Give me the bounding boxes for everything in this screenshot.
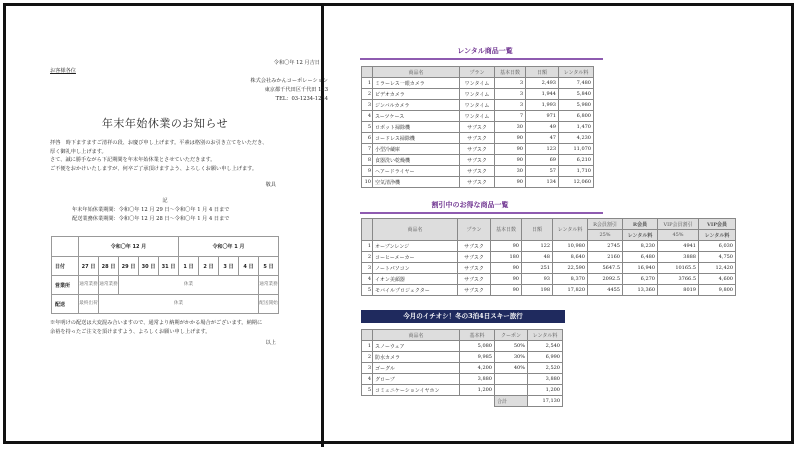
r-discount-header: R会員割引	[588, 219, 623, 230]
table-row: 1 オーブンレンジ サブスク 90 122 10,980 2745 8,230 4941 6,030	[362, 241, 736, 252]
r-fee-header: R会員	[623, 219, 658, 230]
col-header: クーポン	[495, 330, 528, 341]
notice-sender	[200, 78, 328, 105]
notice-recipient: お客様各位	[50, 68, 76, 74]
rental-list-title: レンタル商品一覧	[457, 46, 513, 55]
table-row: 8 食器洗い乾燥機 サブスク 90 69 6,210	[362, 155, 594, 166]
col-header: レンタル料	[528, 330, 563, 341]
notice-title: 年末年始休業のお知らせ	[101, 117, 229, 130]
discount-list-title: 割引中のお得な商品一覧	[431, 200, 509, 209]
office-label: 営業所	[52, 276, 79, 295]
col-header: 日額	[526, 67, 559, 78]
day-cell: 2 日	[199, 257, 219, 276]
r-discount-rate: 25%	[588, 230, 623, 241]
day-cell: 27 日	[79, 257, 99, 276]
table-row: 4 グローブ 3,880 3,880	[362, 374, 563, 385]
note-line: ※年明けの配送は大変混み合いますので、通常より納期がかかる場合がございます。納期に	[50, 320, 263, 326]
table-row: 9 ヘアードライヤー サブスク 30 57 1,710	[362, 166, 594, 177]
col-header: 商品名	[373, 219, 458, 241]
ski-trip-banner: 今月のイチオシ！冬の3泊4日スキー旅行	[361, 310, 565, 323]
date-label: 日付	[52, 257, 79, 276]
day-cell: 5 日	[259, 257, 279, 276]
col-header: 基本料	[460, 330, 495, 341]
col-header: プラン	[458, 219, 491, 241]
day-cell: 4 日	[239, 257, 259, 276]
day-cell: 1 日	[179, 257, 199, 276]
table-row: 1 ミラーレス一眼カメラ ワンタイム 3 2,493 7,480	[362, 78, 594, 89]
holiday-calendar-table	[51, 236, 279, 314]
table-row: 4 スーツケース ワンタイム 7 971 6,800	[362, 111, 594, 122]
holiday-periods	[72, 207, 230, 225]
total-row	[362, 396, 563, 407]
table-row: 3 ノートパソコン サブスク 90 251 22,590 5647.5 16,940 10165.5 12,420	[362, 263, 736, 274]
sender-address: 東京都千代田区千代田 123	[264, 87, 328, 93]
col-header: 基本日数	[495, 67, 526, 78]
sender-company: 株式会社みかんコーポレーション	[250, 78, 328, 84]
month-january: 令和〇年 1 月	[179, 237, 279, 257]
table-row: 2 ビデオカメラ ワンタイム 3 1,944 5,840	[362, 89, 594, 100]
r-fee-header-sub: レンタル料	[623, 230, 658, 241]
table-row: 5 モバイルプロジェクター サブスク 90 198 17,820 4455 13,360 8019 9,800	[362, 285, 736, 296]
body-line: 厚く御礼申し上げます。	[50, 148, 107, 155]
table-row: 3 ジンバルカメラ ワンタイム 3 1,993 5,980	[362, 100, 594, 111]
col-header: レンタル料	[553, 219, 588, 241]
office-status: 通常業務	[79, 276, 99, 295]
office-status-closed: 休業	[119, 276, 259, 295]
table-row: 6 コードレス掃除機 サブスク 90 47 4,230	[362, 133, 594, 144]
day-cell: 3 日	[219, 257, 239, 276]
notice-date: 令和〇年 12 月吉日	[273, 60, 320, 66]
day-cell: 30 日	[139, 257, 159, 276]
office-status: 通常業務	[99, 276, 119, 295]
day-cell: 28 日	[99, 257, 119, 276]
discount-list-table	[361, 218, 736, 296]
title-underline	[360, 58, 603, 60]
ki-heading: 記	[162, 198, 168, 204]
vip-fee-header: VIP会員	[699, 219, 736, 230]
ski-trip-table	[361, 329, 563, 407]
page-divider	[321, 3, 324, 447]
vip-fee-header-sub: レンタル料	[699, 230, 736, 241]
delivery-status-closed: 休業	[99, 295, 259, 314]
table-row: 3 ゴーグル 4,200 40% 2,520	[362, 363, 563, 374]
total-label: 合計	[495, 396, 528, 407]
note-line: 余裕を持ったご注文を頂けますよう、よろしくお願い申し上げます。	[50, 329, 211, 335]
col-header: レンタル料	[559, 67, 594, 78]
table-row: 1 スノーウェア 5,080 50% 2,540	[362, 341, 563, 352]
table-row: 7 小型冷蔵庫 サブスク 90 123 11,070	[362, 144, 594, 155]
notice-note	[50, 320, 280, 338]
body-line: さて、誠に勝手ながら下記期間を年末年始休業とさせていただきます。	[50, 157, 216, 163]
period-line: 年末年始休業期間：令和〇年 12 月 29 日～令和〇年 1 月 4 日まで	[72, 207, 230, 213]
body-line: 拝啓 時下ますますご清祥の段、お慶び申し上げます。平素は格別のお引き立てをいただき、	[50, 140, 268, 146]
col-header: 商品名	[373, 330, 460, 341]
vip-discount-rate: 45%	[658, 230, 699, 241]
total-value: 17,130	[528, 396, 563, 407]
body-line: ご不便をおかけいたしますが、何卒ご了承頂けますよう、よろしくお願い申し上げます。	[50, 165, 258, 172]
table-row: 5 ロボット掃除機 サブスク 30 49 1,470	[362, 122, 594, 133]
vip-discount-header: VIP会員割引	[658, 219, 699, 230]
closing-keigu: 敬具	[265, 182, 276, 188]
table-row: 10 空気清浄機 サブスク 90 134 12,060	[362, 177, 594, 188]
col-header: プラン	[460, 67, 495, 78]
table-row: 2 コーヒーメーカー サブスク 180 48 8,640 2160 6,480 3888 4,750	[362, 252, 736, 263]
office-status: 通常業務	[259, 276, 279, 295]
day-cell: 29 日	[119, 257, 139, 276]
closing-ijo: 以上	[265, 340, 276, 346]
period-line: 配送業務休業期間：令和〇年 12 月 28 日～令和〇年 1 月 4 日まで	[72, 216, 230, 222]
sender-tel: TEL：03-1234-1234	[275, 96, 328, 102]
notice-body	[50, 140, 280, 174]
table-row: 5 コミュニケーションイヤホン 1,200 1,200	[362, 385, 563, 396]
month-december: 令和〇年 12 月	[79, 237, 179, 257]
col-header: 日額	[522, 219, 553, 241]
delivery-label: 配送	[52, 295, 79, 314]
table-row: 2 防水カメラ 9,985 30% 6,990	[362, 352, 563, 363]
rental-list-table	[361, 66, 594, 188]
delivery-status: 配送開始	[259, 295, 279, 314]
title-underline	[360, 212, 603, 214]
col-header: 基本日数	[491, 219, 522, 241]
col-header: 商品名	[373, 67, 460, 78]
table-row: 4 イオン美顔器 サブスク 90 93 8,370 2092.5 6,270 3766.5 4,600	[362, 274, 736, 285]
day-cell: 31 日	[159, 257, 179, 276]
delivery-status: 最終出荷	[79, 295, 99, 314]
